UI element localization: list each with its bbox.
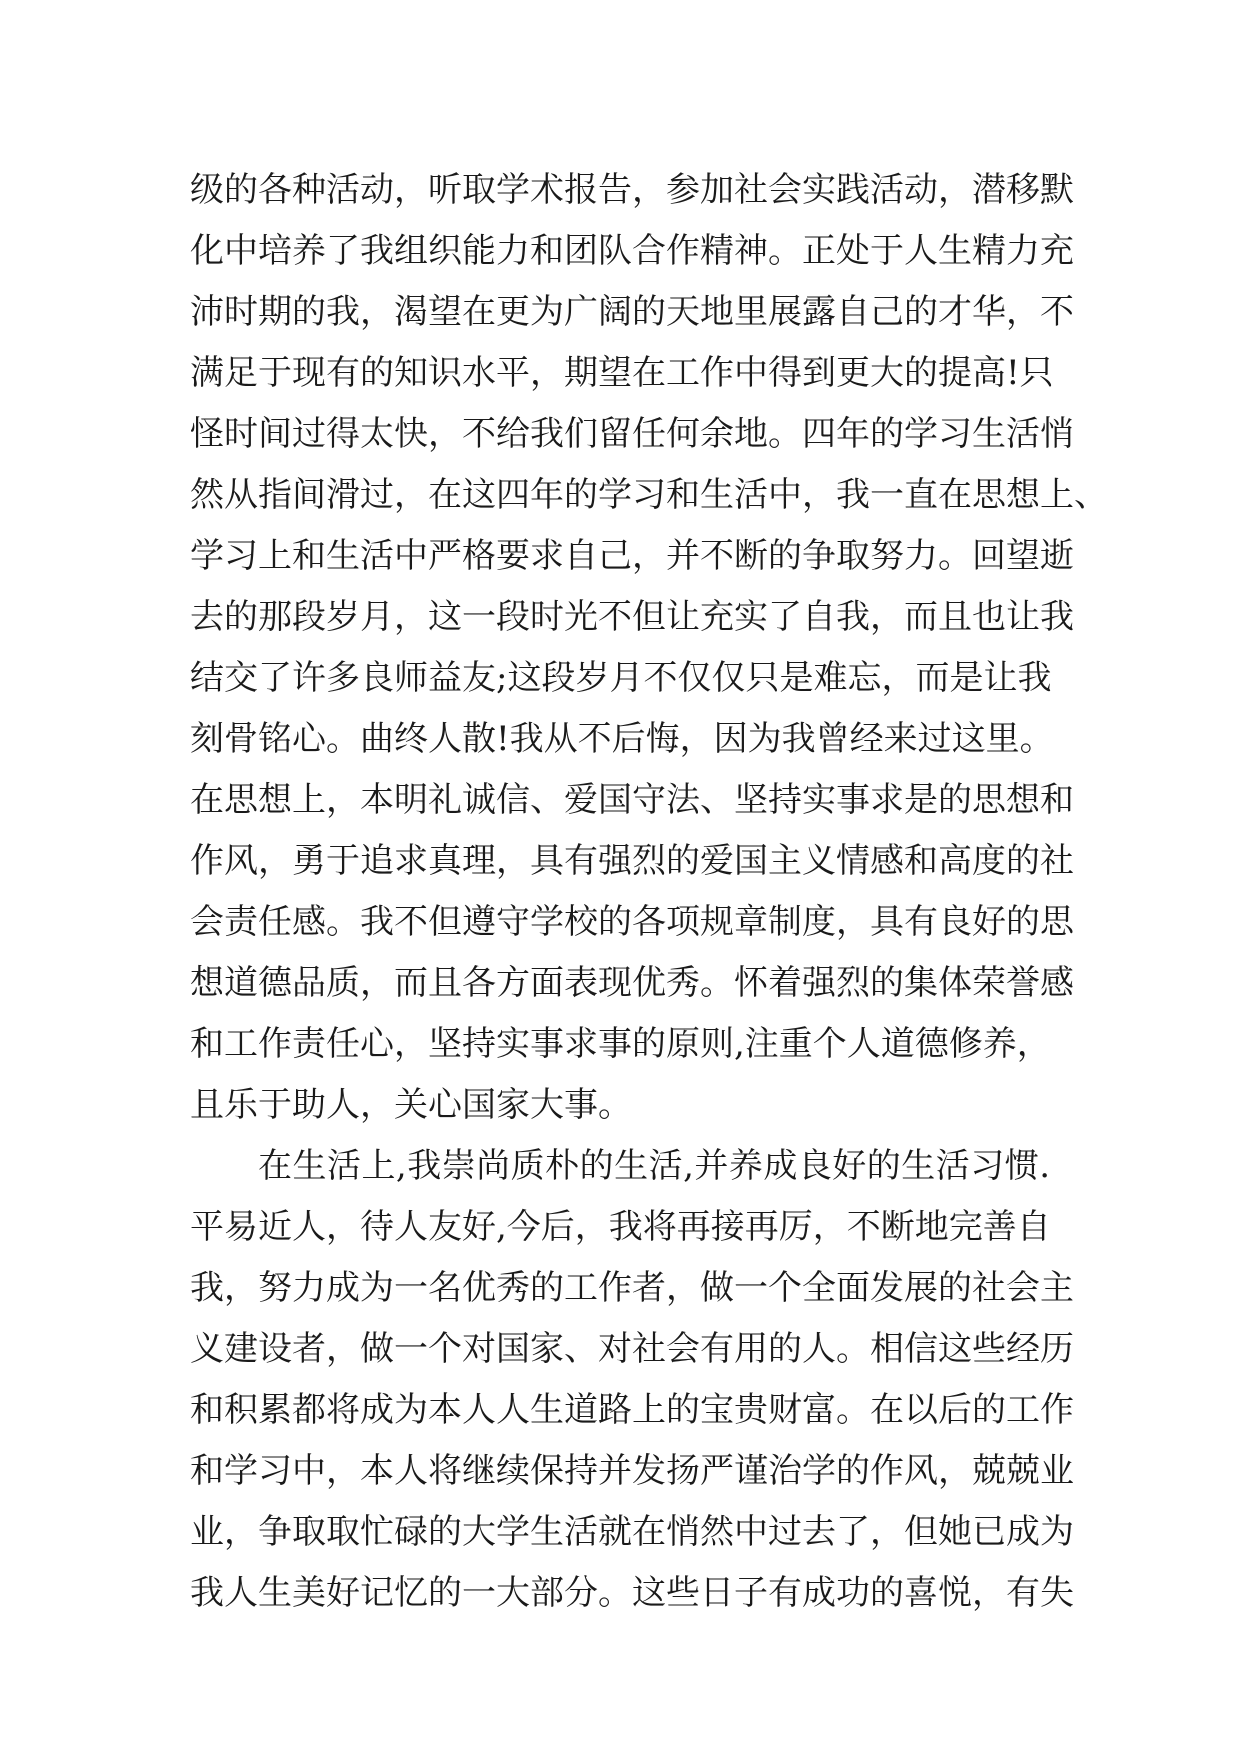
text-line: 和学习中，本人将继续保持并发扬严谨治学的作风，兢兢业 <box>190 1451 1074 1491</box>
text-line: 级的各种活动，听取学术报告，参加社会实践活动，潜移默 <box>190 170 1074 210</box>
text-line: 义建设者，做一个对国家、对社会有用的人。相信这些经历 <box>190 1329 1074 1369</box>
text-line: 业，争取取忙碌的大学生活就在悄然中过去了，但她已成为 <box>190 1512 1074 1552</box>
text-line: 化中培养了我组织能力和团队合作精神。正处于人生精力充 <box>190 231 1074 271</box>
paragraph-2 <box>190 1136 1074 1624</box>
text-line: 会责任感。我不但遵守学校的各项规章制度，具有良好的思 <box>190 902 1074 942</box>
text-line: 刻骨铭心。曲终人散!我从不后悔，因为我曾经来过这里。 <box>190 719 1054 759</box>
text-line: 和工作责任心，坚持实事求事的原则,注重个人道德修养， <box>190 1024 1051 1064</box>
text-line: 在生活上,我崇尚质朴的生活,并养成良好的生活习惯. <box>258 1146 1050 1186</box>
text-line: 然从指间滑过，在这四年的学习和生活中，我一直在思想上、 <box>190 475 1108 515</box>
text-line: 怪时间过得太快，不给我们留任何余地。四年的学习生活悄 <box>190 414 1074 454</box>
text-line: 想道德品质，而且各方面表现优秀。怀着强烈的集体荣誉感 <box>190 963 1074 1003</box>
text-line: 去的那段岁月，这一段时光不但让充实了自我，而且也让我 <box>190 597 1074 637</box>
text-line: 和积累都将成为本人人生道路上的宝贵财富。在以后的工作 <box>190 1390 1074 1430</box>
text-line: 满足于现有的知识水平，期望在工作中得到更大的提高!只 <box>190 353 1054 393</box>
document-page <box>190 160 1108 1624</box>
text-line: 沛时期的我，渴望在更为广阔的天地里展露自己的才华，不 <box>190 292 1074 332</box>
text-line: 在思想上，本明礼诚信、爱国守法、坚持实事求是的思想和 <box>190 780 1074 820</box>
text-line: 且乐于助人，关心国家大事。 <box>190 1085 632 1125</box>
text-line: 我人生美好记忆的一大部分。这些日子有成功的喜悦，有失 <box>190 1573 1074 1613</box>
text-line: 我，努力成为一名优秀的工作者，做一个全面发展的社会主 <box>190 1268 1074 1308</box>
text-line: 结交了许多良师益友;这段岁月不仅仅只是难忘，而是让我 <box>190 658 1052 698</box>
text-line: 学习上和生活中严格要求自己，并不断的争取努力。回望逝 <box>190 536 1074 576</box>
text-line: 作风，勇于追求真理，具有强烈的爱国主义情感和高度的社 <box>190 841 1074 881</box>
text-line: 平易近人，待人友好,今后，我将再接再厉，不断地完善自 <box>190 1207 1051 1247</box>
paragraph-1 <box>190 160 1108 1136</box>
